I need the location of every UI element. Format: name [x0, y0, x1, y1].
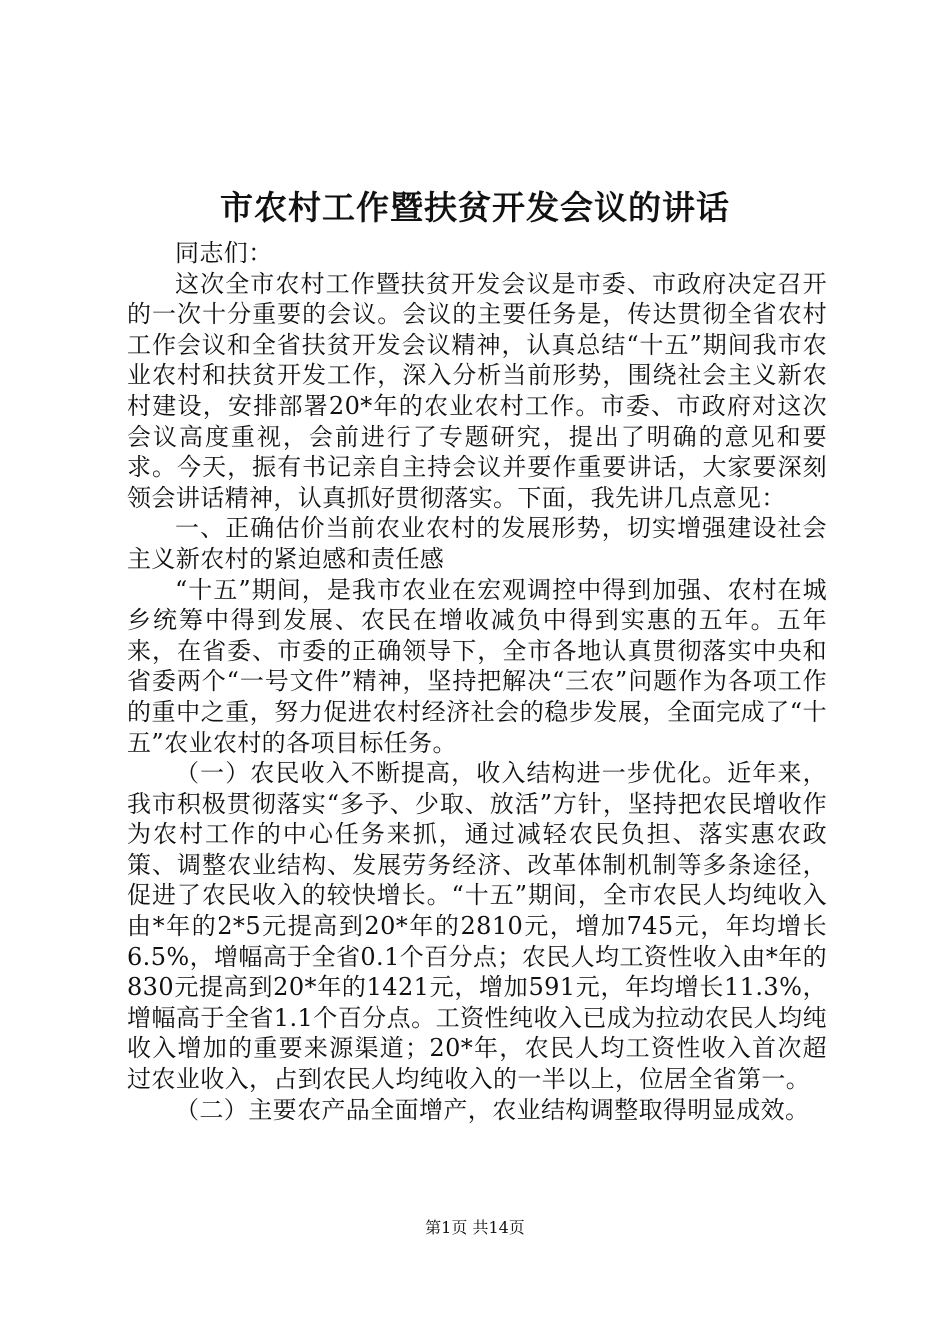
salutation-paragraph: 同志们： — [175, 239, 273, 267]
document-title: 市农村工作暨扶贫开发会议的讲话 — [220, 188, 730, 227]
body-paragraph: （一）农民收入不断提高，收入结构进一步优化。近年来，我市积极贯彻落实“多予、少取、放活”方针，坚持把农民增收作为农村工作的中心任务来抓，通过减轻农民负担、落实惠农政策、调整农业结构、发展劳务经济、改革体制机制等多条途径，促进了农民收入的较快增长。“十五”期间，全市农民人均纯收入由*年的2*5元提高到20*年的2810元，增加745元，年均增长6.5%，增幅高于全省0.1个百分点；农民人均工资性收入由*年的830元提高到20*年的1421元，增加591元，年均增长11.3%，增幅高于全省1.1个百分点。工资性纯收入已成为拉动农民人均纯收入增加的重要来源渠道；20*年，农民人均工资性收入首次超过农业收入，占到农民人均纯收入的一半以上，位居全省第一。 — [127, 759, 827, 1094]
body-paragraph: 这次全市农村工作暨扶贫开发会议是市委、市政府决定召开的一次十分重要的会议。会议的主要任务是，传达贯彻全省农村工作会议和全省扶贫开发会议精神，认真总结“十五”期间我市农业农村和扶贫开发工作，深入分析当前形势，围绕社会主义新农村建设，安排部署20*年的农业农村工作。市委、市政府对这次会议高度重视，会前进行了专题研究，提出了明确的意见和要求。今天，振有书记亲自主持会议并要作重要讲话，大家要深刻领会讲话精神，认真抓好贯彻落实。下面，我先讲几点意见： — [127, 269, 827, 512]
body-paragraph: “十五”期间，是我市农业在宏观调控中得到加强、农村在城乡统筹中得到发展、农民在增收减负中得到实惠的五年。五年来，在省委、市委的正确领导下，全市各地认真贯彻落实中央和省委两个“一号文件”精神，坚持把解决“三农”问题作为各项工作的重中之重，努力促进农村经济社会的稳步发展，全面完成了“十五”农业农村的各项目标任务。 — [127, 575, 827, 757]
section-heading: 一、正确估价当前农业农村的发展形势，切实增强建设社会主义新农村的紧迫感和责任感 — [127, 514, 827, 573]
body-paragraph: （二）主要农产品全面增产，农业结构调整取得明显成效。 — [175, 1095, 810, 1124]
document-body — [127, 238, 827, 1125]
page-footer: 第1页 共14页 — [425, 1218, 525, 1237]
